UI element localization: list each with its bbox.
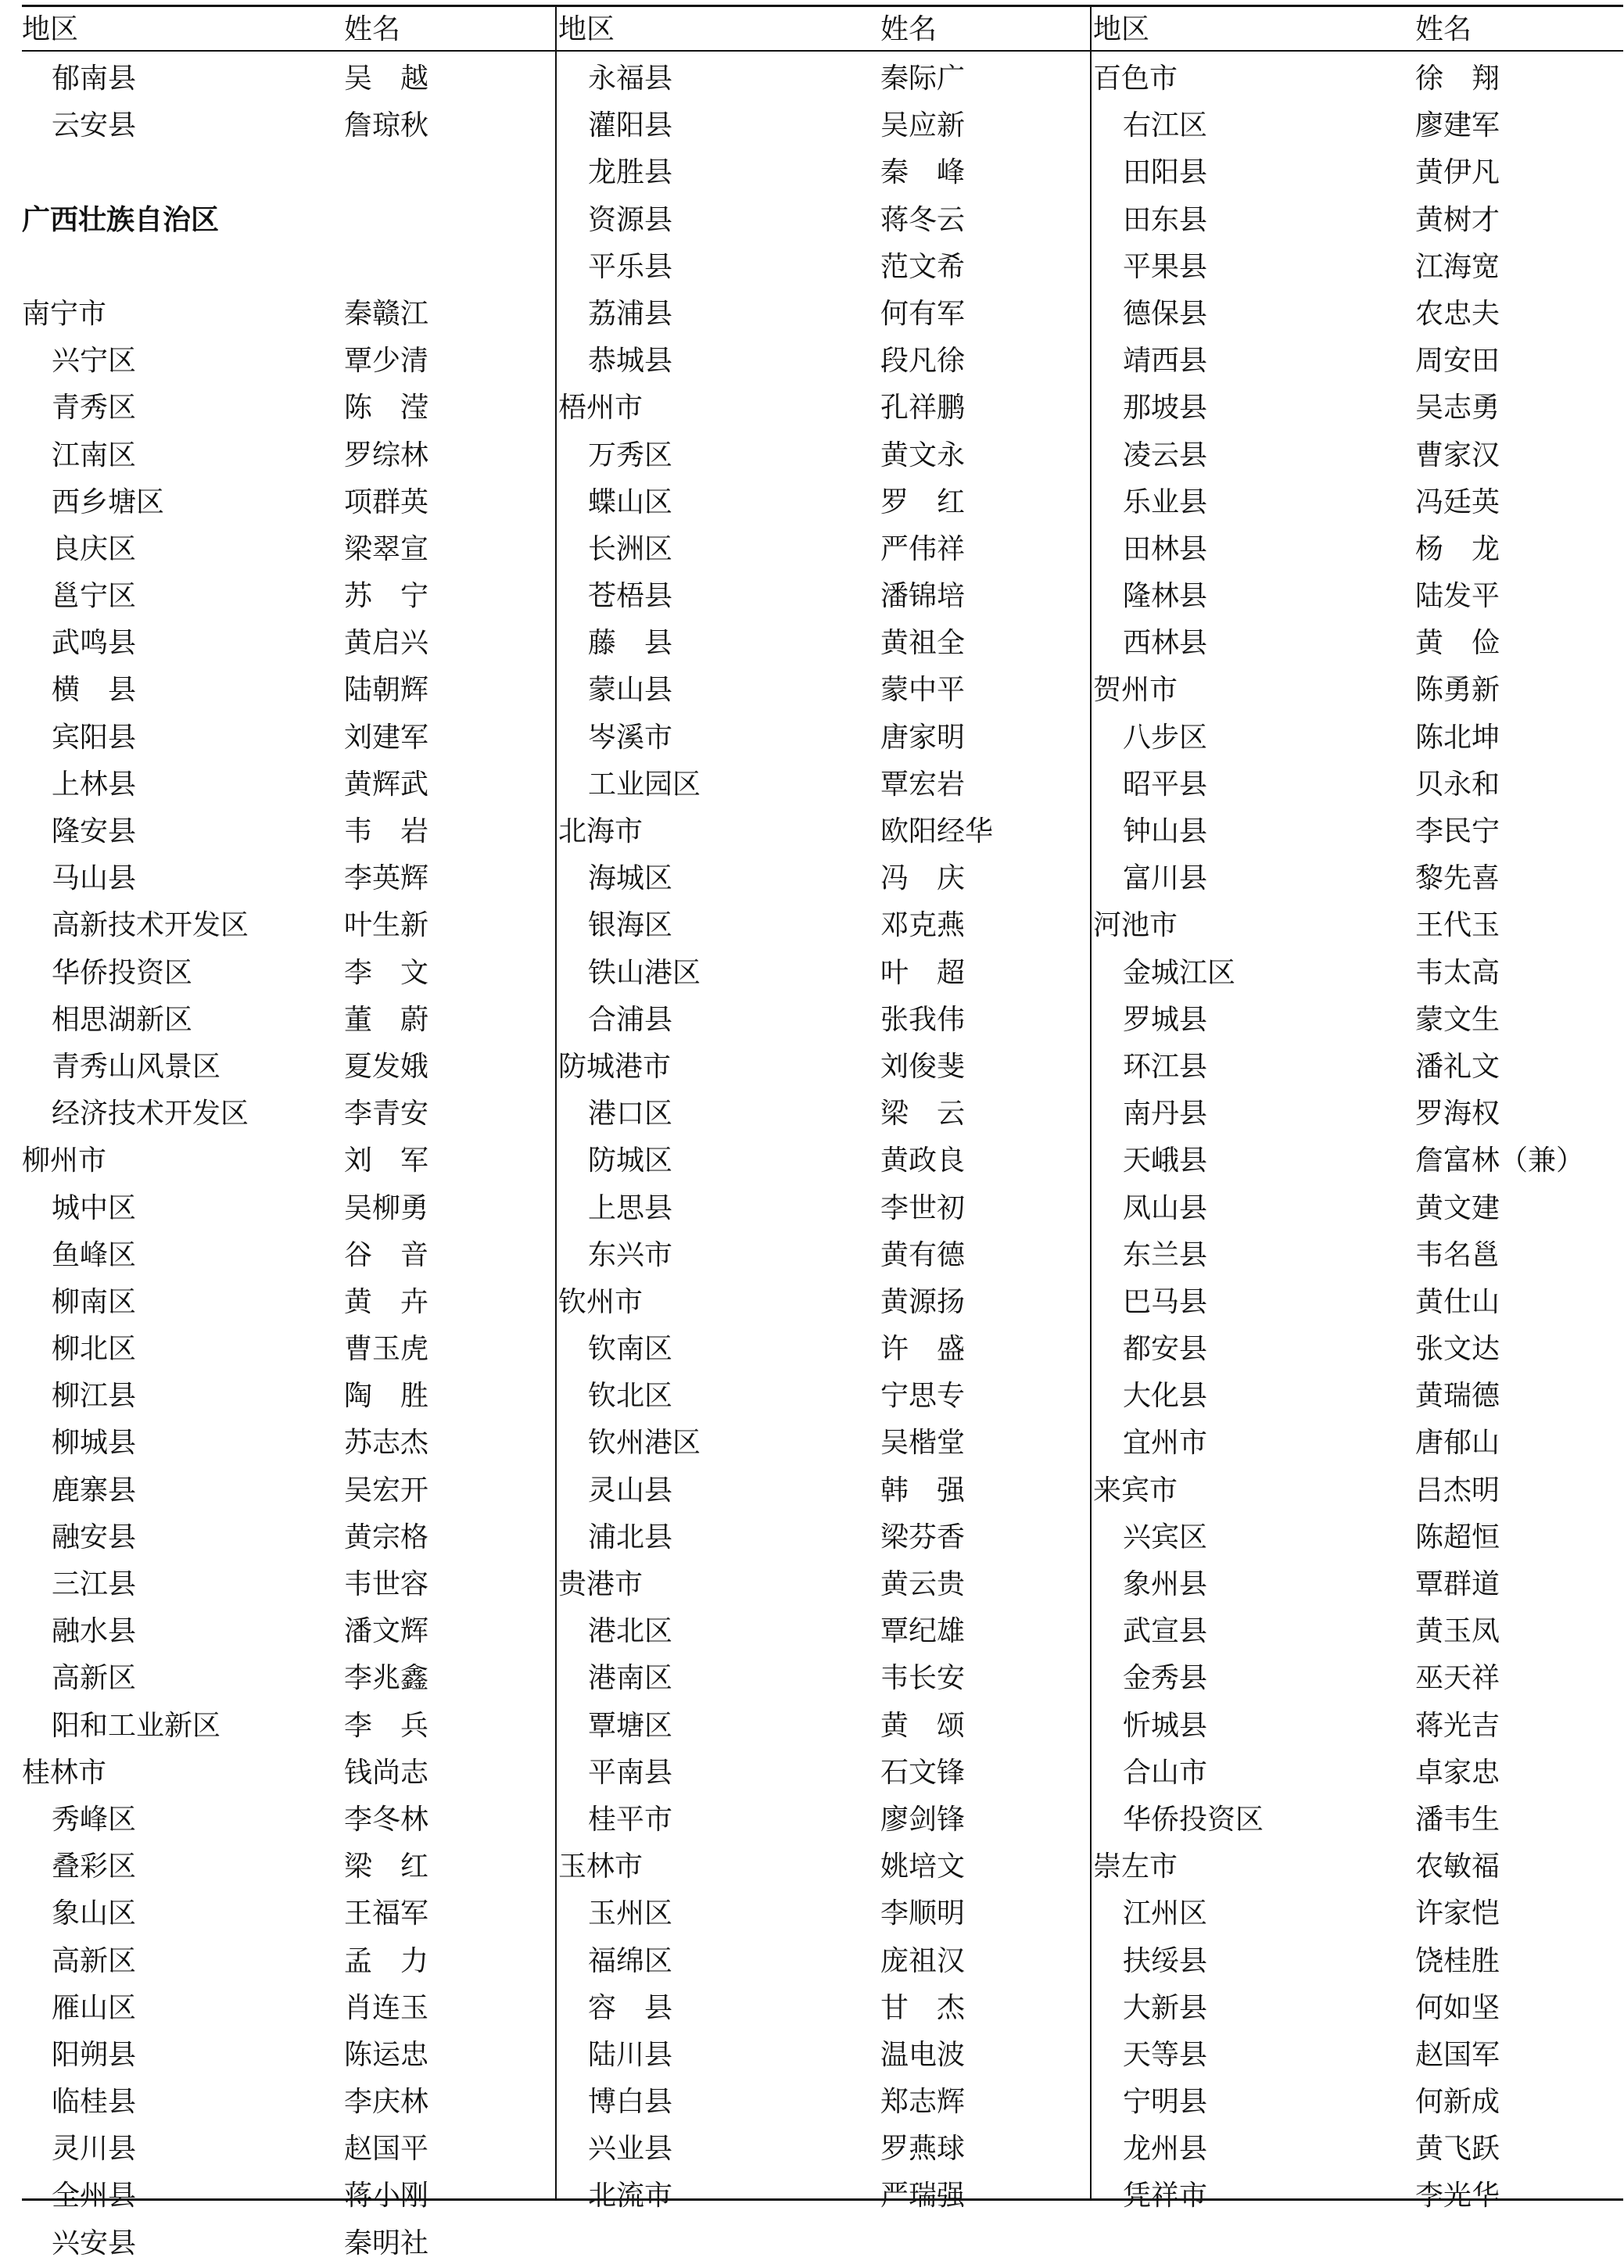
name-cell: 韦世容 bbox=[344, 1568, 429, 1600]
region-cell: 金城江区 bbox=[1123, 956, 1236, 989]
name-cell: 罗海权 bbox=[1415, 1098, 1500, 1130]
name-cell: 宁思专 bbox=[880, 1380, 966, 1413]
region-cell: 扶绥县 bbox=[1123, 1944, 1208, 1977]
region-cell: 兴业县 bbox=[588, 2133, 673, 2166]
name-cell: 黄瑞德 bbox=[1415, 1380, 1500, 1413]
region-cell: 钦北区 bbox=[588, 1380, 673, 1413]
roster-table bbox=[22, 5, 1623, 2259]
region-cell: 高新区 bbox=[52, 1944, 137, 1977]
region-cell: 雁山区 bbox=[52, 1991, 137, 2024]
region-cell: 郁南县 bbox=[52, 63, 137, 95]
name-cell: 范文希 bbox=[880, 250, 966, 283]
region-cell: 河池市 bbox=[1093, 909, 1178, 942]
name-cell: 黄 颂 bbox=[880, 1709, 966, 1742]
name-cell: 黄文永 bbox=[880, 439, 966, 471]
region-cell: 龙胜县 bbox=[588, 156, 673, 189]
region-cell: 巴马县 bbox=[1123, 1285, 1208, 1318]
name-cell: 詹富林（兼） bbox=[1415, 1145, 1585, 1177]
name-cell: 贝永和 bbox=[1415, 768, 1500, 801]
name-cell: 邓克燕 bbox=[880, 909, 966, 942]
region-cell: 东兰县 bbox=[1123, 1238, 1208, 1271]
region-cell: 工业园区 bbox=[588, 768, 701, 801]
region-cell: 阳朔县 bbox=[52, 2038, 137, 2071]
region-cell: 八步区 bbox=[1123, 721, 1208, 754]
name-cell: 黄政良 bbox=[880, 1145, 966, 1177]
region-cell: 浦北县 bbox=[588, 1521, 673, 1553]
region-cell: 南宁市 bbox=[22, 297, 107, 330]
name-cell: 罗综林 bbox=[344, 439, 429, 471]
region-cell: 大新县 bbox=[1123, 1991, 1208, 2024]
region-cell: 钦州市 bbox=[558, 1285, 644, 1318]
name-cell: 黄树才 bbox=[1415, 203, 1500, 236]
name-cell: 刘 军 bbox=[344, 1145, 429, 1177]
name-cell: 肖连玉 bbox=[344, 1991, 429, 2024]
table-header-rule bbox=[22, 50, 1623, 52]
region-cell: 福绵区 bbox=[588, 1944, 673, 1977]
region-cell: 兴宁区 bbox=[52, 345, 137, 378]
name-header: 姓名 bbox=[1415, 13, 1472, 45]
region-cell: 北海市 bbox=[558, 815, 644, 847]
name-cell: 梁翠宣 bbox=[344, 532, 429, 565]
region-cell: 宜州市 bbox=[1123, 1427, 1208, 1460]
name-cell: 潘韦生 bbox=[1415, 1803, 1500, 1836]
name-cell: 黄宗格 bbox=[344, 1521, 429, 1553]
name-cell: 李 文 bbox=[344, 956, 429, 989]
region-cell: 大化县 bbox=[1123, 1380, 1208, 1413]
region-cell: 容 县 bbox=[588, 1991, 673, 2024]
region-cell: 田阳县 bbox=[1123, 156, 1208, 189]
name-cell: 覃少清 bbox=[344, 345, 429, 378]
region-cell: 长洲区 bbox=[588, 532, 673, 565]
name-cell: 韩 强 bbox=[880, 1474, 966, 1507]
region-cell: 凤山县 bbox=[1123, 1191, 1208, 1224]
region-cell: 港北区 bbox=[588, 1615, 673, 1648]
name-cell: 陈北坤 bbox=[1415, 721, 1500, 754]
name-cell: 刘俊斐 bbox=[880, 1050, 966, 1083]
region-cell: 天峨县 bbox=[1123, 1145, 1208, 1177]
region-cell: 武鸣县 bbox=[52, 627, 137, 660]
name-cell: 杨 龙 bbox=[1415, 532, 1500, 565]
name-cell: 严伟祥 bbox=[880, 532, 966, 565]
name-cell: 吴柳勇 bbox=[344, 1191, 429, 1224]
name-cell: 王代玉 bbox=[1415, 909, 1500, 942]
name-cell: 欧阳经华 bbox=[880, 815, 994, 847]
region-cell: 西乡塘区 bbox=[52, 485, 165, 518]
name-cell: 黄 俭 bbox=[1415, 627, 1500, 660]
name-cell: 梁 云 bbox=[880, 1098, 966, 1130]
name-cell: 何有军 bbox=[880, 297, 966, 330]
region-header: 地区 bbox=[558, 13, 615, 45]
name-cell: 农敏福 bbox=[1415, 1851, 1500, 1883]
name-cell: 卓家忠 bbox=[1415, 1756, 1500, 1789]
region-cell: 柳江县 bbox=[52, 1380, 137, 1413]
name-cell: 李顺明 bbox=[880, 1897, 966, 1930]
name-cell: 蒙文生 bbox=[1415, 1003, 1500, 1036]
name-cell: 温电波 bbox=[880, 2038, 966, 2071]
name-cell: 许家恺 bbox=[1415, 1897, 1500, 1930]
region-cell: 北流市 bbox=[588, 2180, 673, 2212]
region-cell: 靖西县 bbox=[1123, 345, 1208, 378]
name-cell: 王福军 bbox=[344, 1897, 429, 1930]
region-cell: 武宣县 bbox=[1123, 1615, 1208, 1648]
region-cell: 阳和工业新区 bbox=[52, 1709, 221, 1742]
region-cell: 海城区 bbox=[588, 862, 673, 895]
name-cell: 蒋小刚 bbox=[344, 2180, 429, 2212]
region-cell: 柳州市 bbox=[22, 1145, 107, 1177]
region-cell: 田东县 bbox=[1123, 203, 1208, 236]
name-cell: 赵国军 bbox=[1415, 2038, 1500, 2071]
region-cell: 高新技术开发区 bbox=[52, 909, 249, 942]
region-cell: 贺州市 bbox=[1093, 674, 1178, 707]
region-cell: 江州区 bbox=[1123, 1897, 1208, 1930]
name-cell: 李 兵 bbox=[344, 1709, 429, 1742]
region-cell: 港口区 bbox=[588, 1098, 673, 1130]
region-cell: 万秀区 bbox=[588, 439, 673, 471]
region-cell: 宁明县 bbox=[1123, 2086, 1208, 2119]
name-cell: 黄玉凤 bbox=[1415, 1615, 1500, 1648]
region-header: 地区 bbox=[22, 13, 79, 45]
name-cell: 蒙中平 bbox=[880, 674, 966, 707]
region-cell: 来宾市 bbox=[1093, 1474, 1178, 1507]
region-cell: 合浦县 bbox=[588, 1003, 673, 1036]
name-cell: 蒋冬云 bbox=[880, 203, 966, 236]
name-header: 姓名 bbox=[344, 13, 401, 45]
region-cell: 港南区 bbox=[588, 1662, 673, 1695]
region-cell: 隆安县 bbox=[52, 815, 137, 847]
name-cell: 黄云贵 bbox=[880, 1568, 966, 1600]
name-cell: 谷 音 bbox=[344, 1238, 429, 1271]
name-cell: 吴宏开 bbox=[344, 1474, 429, 1507]
name-cell: 曹家汉 bbox=[1415, 439, 1500, 471]
name-cell: 黄文建 bbox=[1415, 1191, 1500, 1224]
region-cell: 玉州区 bbox=[588, 1897, 673, 1930]
region-cell: 钟山县 bbox=[1123, 815, 1208, 847]
region-cell: 兴宾区 bbox=[1123, 1521, 1208, 1553]
region-cell: 青秀山风景区 bbox=[52, 1050, 221, 1083]
region-cell: 那坡县 bbox=[1123, 392, 1208, 425]
region-cell: 贵港市 bbox=[558, 1568, 644, 1600]
region-cell: 上思县 bbox=[588, 1191, 673, 1224]
region-cell: 百色市 bbox=[1093, 63, 1178, 95]
name-cell: 黄启兴 bbox=[344, 627, 429, 660]
name-cell: 黄源扬 bbox=[880, 1285, 966, 1318]
region-cell: 铁山港区 bbox=[588, 956, 701, 989]
region-cell: 广西壮族自治区 bbox=[22, 203, 220, 236]
name-cell: 秦明社 bbox=[344, 2227, 429, 2259]
name-cell: 孟 力 bbox=[344, 1944, 429, 1977]
name-cell: 李民宁 bbox=[1415, 815, 1500, 847]
region-cell: 覃塘区 bbox=[588, 1709, 673, 1742]
name-cell: 钱尚志 bbox=[344, 1756, 429, 1789]
name-cell: 饶桂胜 bbox=[1415, 1944, 1500, 1977]
name-cell: 吕杰明 bbox=[1415, 1474, 1500, 1507]
name-cell: 唐郁山 bbox=[1415, 1427, 1500, 1460]
name-cell: 苏志杰 bbox=[344, 1427, 429, 1460]
region-cell: 右江区 bbox=[1123, 109, 1208, 142]
region-cell: 马山县 bbox=[52, 862, 137, 895]
region-cell: 鹿寨县 bbox=[52, 1474, 137, 1507]
name-cell: 苏 宁 bbox=[344, 580, 429, 613]
region-cell: 钦州港区 bbox=[588, 1427, 701, 1460]
name-cell: 黄仕山 bbox=[1415, 1285, 1500, 1318]
name-cell: 陈运忠 bbox=[344, 2038, 429, 2071]
name-cell: 李英辉 bbox=[344, 862, 429, 895]
name-cell: 曹玉虎 bbox=[344, 1333, 429, 1366]
region-cell: 防城港市 bbox=[558, 1050, 672, 1083]
name-cell: 秦赣江 bbox=[344, 297, 429, 330]
region-cell: 平南县 bbox=[588, 1756, 673, 1789]
region-cell: 全州县 bbox=[52, 2180, 137, 2212]
region-cell: 三江县 bbox=[52, 1568, 137, 1600]
region-cell: 桂平市 bbox=[588, 1803, 673, 1836]
name-cell: 覃纪雄 bbox=[880, 1615, 966, 1648]
region-cell: 南丹县 bbox=[1123, 1098, 1208, 1130]
region-cell: 相思湖新区 bbox=[52, 1003, 193, 1036]
region-cell: 银海区 bbox=[588, 909, 673, 942]
name-cell: 段凡徐 bbox=[880, 345, 966, 378]
table-top-rule bbox=[22, 5, 1623, 7]
region-cell: 灌阳县 bbox=[588, 109, 673, 142]
name-cell: 吴志勇 bbox=[1415, 392, 1500, 425]
column-divider bbox=[1090, 5, 1092, 2200]
name-cell: 韦 岩 bbox=[344, 815, 429, 847]
region-cell: 合山市 bbox=[1123, 1756, 1208, 1789]
name-cell: 秦 峰 bbox=[880, 156, 966, 189]
name-cell: 梁芬香 bbox=[880, 1521, 966, 1553]
region-cell: 永福县 bbox=[588, 63, 673, 95]
region-cell: 融安县 bbox=[52, 1521, 137, 1553]
table-bottom-rule bbox=[22, 2198, 1623, 2201]
region-cell: 防城区 bbox=[588, 1145, 673, 1177]
region-cell: 凌云县 bbox=[1123, 439, 1208, 471]
region-cell: 灵山县 bbox=[588, 1474, 673, 1507]
name-cell: 黄有德 bbox=[880, 1238, 966, 1271]
name-cell: 韦太高 bbox=[1415, 956, 1500, 989]
name-cell: 黄辉武 bbox=[344, 768, 429, 801]
region-cell: 叠彩区 bbox=[52, 1851, 137, 1883]
region-cell: 横 县 bbox=[52, 674, 137, 707]
region-cell: 东兴市 bbox=[588, 1238, 673, 1271]
region-cell: 富川县 bbox=[1123, 862, 1208, 895]
region-cell: 良庆区 bbox=[52, 532, 137, 565]
name-cell: 项群英 bbox=[344, 485, 429, 518]
name-cell: 李光华 bbox=[1415, 2180, 1500, 2212]
region-cell: 罗城县 bbox=[1123, 1003, 1208, 1036]
name-cell: 覃宏岩 bbox=[880, 768, 966, 801]
name-cell: 潘锦培 bbox=[880, 580, 966, 613]
region-cell: 德保县 bbox=[1123, 297, 1208, 330]
region-cell: 乐业县 bbox=[1123, 485, 1208, 518]
name-cell: 徐 翔 bbox=[1415, 63, 1500, 95]
name-cell: 姚培文 bbox=[880, 1851, 966, 1883]
name-cell: 张文达 bbox=[1415, 1333, 1500, 1366]
region-cell: 蝶山区 bbox=[588, 485, 673, 518]
region-cell: 青秀区 bbox=[52, 392, 137, 425]
name-cell: 陶 胜 bbox=[344, 1380, 429, 1413]
region-cell: 蒙山县 bbox=[588, 674, 673, 707]
region-cell: 荔浦县 bbox=[588, 297, 673, 330]
region-cell: 环江县 bbox=[1123, 1050, 1208, 1083]
name-cell: 冯 庆 bbox=[880, 862, 966, 895]
name-cell: 吴 越 bbox=[344, 63, 429, 95]
name-cell: 叶生新 bbox=[344, 909, 429, 942]
region-cell: 玉林市 bbox=[558, 1851, 644, 1883]
name-cell: 黎先喜 bbox=[1415, 862, 1500, 895]
region-cell: 平果县 bbox=[1123, 250, 1208, 283]
name-cell: 潘文辉 bbox=[344, 1615, 429, 1648]
name-cell: 庞祖汉 bbox=[880, 1944, 966, 1977]
name-cell: 陈 滢 bbox=[344, 392, 429, 425]
region-cell: 兴安县 bbox=[52, 2227, 137, 2259]
region-cell: 田林县 bbox=[1123, 532, 1208, 565]
name-cell: 罗 红 bbox=[880, 485, 966, 518]
name-cell: 张我伟 bbox=[880, 1003, 966, 1036]
region-cell: 灵川县 bbox=[52, 2133, 137, 2166]
name-cell: 黄飞跃 bbox=[1415, 2133, 1500, 2166]
name-cell: 李世初 bbox=[880, 1191, 966, 1224]
name-cell: 潘礼文 bbox=[1415, 1050, 1500, 1083]
name-cell: 覃群道 bbox=[1415, 1568, 1500, 1600]
name-cell: 何如坚 bbox=[1415, 1991, 1500, 2024]
name-cell: 唐家明 bbox=[880, 721, 966, 754]
name-cell: 詹琼秋 bbox=[344, 109, 429, 142]
region-cell: 柳南区 bbox=[52, 1285, 137, 1318]
region-cell: 宾阳县 bbox=[52, 721, 137, 754]
region-cell: 忻城县 bbox=[1123, 1709, 1208, 1742]
region-cell: 城中区 bbox=[52, 1191, 137, 1224]
region-cell: 藤 县 bbox=[588, 627, 673, 660]
region-cell: 江南区 bbox=[52, 439, 137, 471]
region-cell: 象州县 bbox=[1123, 1568, 1208, 1600]
region-cell: 西林县 bbox=[1123, 627, 1208, 660]
name-cell: 吴楷堂 bbox=[880, 1427, 966, 1460]
region-cell: 经济技术开发区 bbox=[52, 1098, 249, 1130]
region-cell: 华侨投资区 bbox=[52, 956, 193, 989]
name-cell: 蒋光吉 bbox=[1415, 1709, 1500, 1742]
region-cell: 隆林县 bbox=[1123, 580, 1208, 613]
region-cell: 钦南区 bbox=[588, 1333, 673, 1366]
name-cell: 罗燕球 bbox=[880, 2133, 966, 2166]
name-cell: 陈超恒 bbox=[1415, 1521, 1500, 1553]
region-cell: 高新区 bbox=[52, 1662, 137, 1695]
name-cell: 廖建军 bbox=[1415, 109, 1500, 142]
name-cell: 孔祥鹏 bbox=[880, 392, 966, 425]
name-cell: 刘建军 bbox=[344, 721, 429, 754]
region-cell: 昭平县 bbox=[1123, 768, 1208, 801]
name-cell: 何新成 bbox=[1415, 2086, 1500, 2119]
region-cell: 邕宁区 bbox=[52, 580, 137, 613]
name-cell: 梁 红 bbox=[344, 1851, 429, 1883]
region-cell: 梧州市 bbox=[558, 392, 644, 425]
region-cell: 云安县 bbox=[52, 109, 137, 142]
name-cell: 韦长安 bbox=[880, 1662, 966, 1695]
region-cell: 象山区 bbox=[52, 1897, 137, 1930]
region-cell: 岑溪市 bbox=[588, 721, 673, 754]
region-cell: 都安县 bbox=[1123, 1333, 1208, 1366]
name-cell: 江海宽 bbox=[1415, 250, 1500, 283]
name-cell: 郑志辉 bbox=[880, 2086, 966, 2119]
region-cell: 秀峰区 bbox=[52, 1803, 137, 1836]
name-cell: 巫天祥 bbox=[1415, 1662, 1500, 1695]
region-cell: 陆川县 bbox=[588, 2038, 673, 2071]
name-cell: 甘 杰 bbox=[880, 1991, 966, 2024]
region-cell: 柳城县 bbox=[52, 1427, 137, 1460]
name-cell: 李青安 bbox=[344, 1098, 429, 1130]
region-cell: 柳北区 bbox=[52, 1333, 137, 1366]
name-cell: 陆发平 bbox=[1415, 580, 1500, 613]
name-cell: 韦名邕 bbox=[1415, 1238, 1500, 1271]
name-cell: 周安田 bbox=[1415, 345, 1500, 378]
region-cell: 博白县 bbox=[588, 2086, 673, 2119]
name-cell: 李庆林 bbox=[344, 2086, 429, 2119]
name-cell: 陆朝辉 bbox=[344, 674, 429, 707]
name-cell: 农忠夫 bbox=[1415, 297, 1500, 330]
region-cell: 融水县 bbox=[52, 1615, 137, 1648]
region-cell: 鱼峰区 bbox=[52, 1238, 137, 1271]
region-cell: 临桂县 bbox=[52, 2086, 137, 2119]
region-cell: 华侨投资区 bbox=[1123, 1803, 1264, 1836]
region-cell: 崇左市 bbox=[1093, 1851, 1178, 1883]
name-cell: 秦际广 bbox=[880, 63, 966, 95]
region-cell: 龙州县 bbox=[1123, 2133, 1208, 2166]
region-cell: 恭城县 bbox=[588, 345, 673, 378]
region-cell: 凭祥市 bbox=[1123, 2180, 1208, 2212]
name-cell: 廖剑锋 bbox=[880, 1803, 966, 1836]
name-cell: 冯廷英 bbox=[1415, 485, 1500, 518]
name-cell: 赵国平 bbox=[344, 2133, 429, 2166]
region-cell: 上林县 bbox=[52, 768, 137, 801]
name-cell: 夏发娥 bbox=[344, 1050, 429, 1083]
name-cell: 黄伊凡 bbox=[1415, 156, 1500, 189]
column-divider bbox=[555, 5, 557, 2200]
name-cell: 许 盛 bbox=[880, 1333, 966, 1366]
name-cell: 陈勇新 bbox=[1415, 674, 1500, 707]
name-cell: 石文锋 bbox=[880, 1756, 966, 1789]
name-cell: 李兆鑫 bbox=[344, 1662, 429, 1695]
region-cell: 天等县 bbox=[1123, 2038, 1208, 2071]
region-cell: 桂林市 bbox=[22, 1756, 107, 1789]
region-header: 地区 bbox=[1093, 13, 1150, 45]
name-cell: 叶 超 bbox=[880, 956, 966, 989]
name-cell: 黄 卉 bbox=[344, 1285, 429, 1318]
name-cell: 李冬林 bbox=[344, 1803, 429, 1836]
name-cell: 吴应新 bbox=[880, 109, 966, 142]
region-cell: 金秀县 bbox=[1123, 1662, 1208, 1695]
region-cell: 苍梧县 bbox=[588, 580, 673, 613]
name-cell: 严瑞强 bbox=[880, 2180, 966, 2212]
name-cell: 黄祖全 bbox=[880, 627, 966, 660]
region-cell: 平乐县 bbox=[588, 250, 673, 283]
region-cell: 资源县 bbox=[588, 203, 673, 236]
name-header: 姓名 bbox=[880, 13, 937, 45]
name-cell: 董 蔚 bbox=[344, 1003, 429, 1036]
